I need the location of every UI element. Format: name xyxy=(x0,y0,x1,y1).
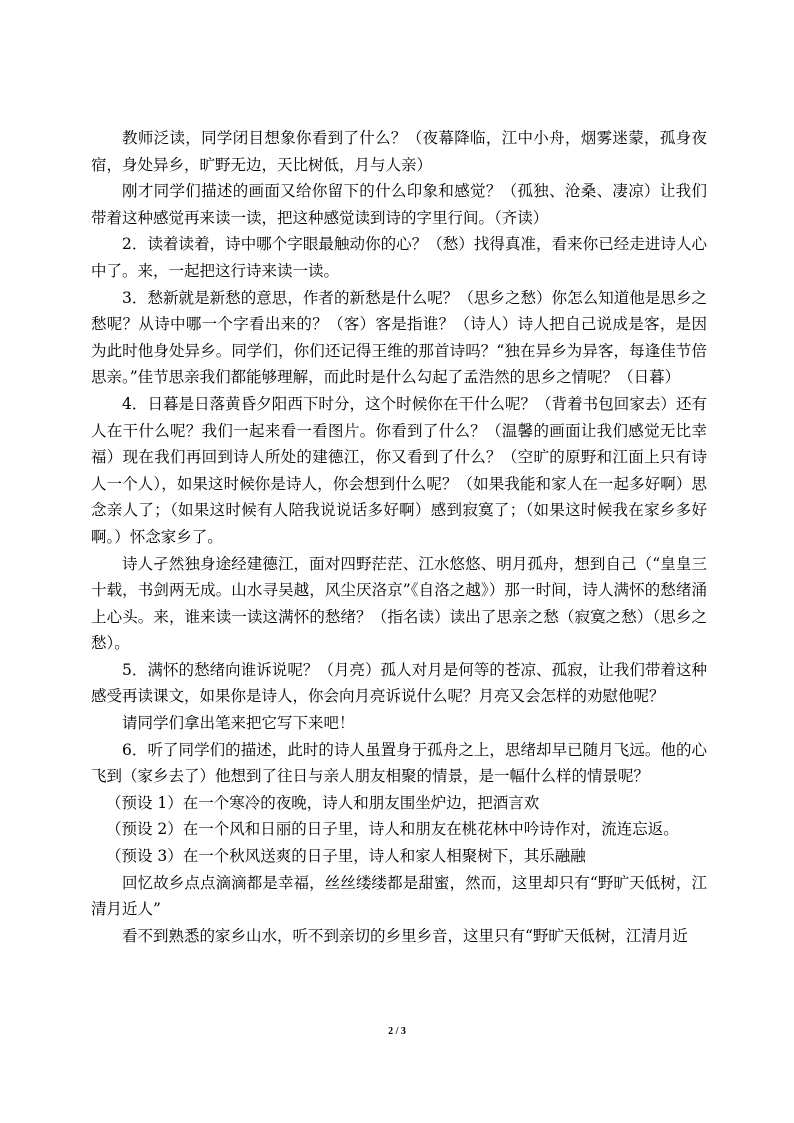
paragraph-step-3: 3．愁新就是新愁的意思，作者的新愁是什么呢？（思乡之愁）你怎么知道他是思乡之愁呢？从诗中哪一个字看出来的？（客）客是指谁？（诗人）诗人把自己说成是客，是因为此时他身处异乡。同学们，你们还记得王维的那首诗吗？“独在异乡为异客，每逢佳节倍思亲。”佳节思亲我们都能够理解，而此时是什么勾起了孟浩然的思乡之情呢？（日暮） xyxy=(91,288,707,387)
preset-item-3: （预设 3）在一个秋风送爽的日子里，诗人和家人相聚树下，其乐融融 xyxy=(106,847,586,866)
preset-item-2: （预设 2）在一个风和日丽的日子里，诗人和朋友在桃花林中吟诗作对，流连忘返。 xyxy=(106,820,679,839)
page-number: 2 / 3 xyxy=(388,1026,406,1037)
paragraph-impression: 刚才同学们描述的画面又给你留下的什么印象和感觉？（孤独、沧桑、凄凉）让我们带着这种感觉再来读一读，把这种感觉读到诗的字里行间。（齐读） xyxy=(91,182,707,227)
paragraph-teacher-reading: 教师泛读，同学闭目想象你看到了什么？（夜幕降临，江中小舟，烟雾迷蒙，孤身夜宿，身处异乡，旷野无边，天比树低，月与人亲） xyxy=(91,129,707,174)
paragraph-poet-alone: 诗人孑然独身途经建德江，面对四野茫茫、江水悠悠、明月孤舟，想到自己（“皇皇三十载，书剑两无成。山水寻吴越，风尘厌洛京”《自洛之越》）那一时间，诗人满怀的愁绪涌上心头。来，谁来读一读这满怀的愁绪？（指名读）读出了思亲之愁（寂寞之愁）（思乡之愁）。 xyxy=(91,554,707,653)
preset-item-1: （预设 1）在一个寒冷的夜晚，诗人和朋友围坐炉边，把酒言欢 xyxy=(106,793,540,812)
paragraph-memories: 回忆故乡点点滴滴都是幸福，丝丝缕缕都是甜蜜，然而，这里却只有“野旷天低树，江清月近人” xyxy=(91,873,707,919)
paragraph-unfamiliar: 看不到熟悉的家乡山水，听不到亲切的乡里乡音，这里只有“野旷天低树，江清月近 xyxy=(122,926,688,945)
paragraph-step-4: 4．日暮是日落黄昏夕阳西下时分，这个时候你在干什么呢？（背着书包回家去）还有人在干什么呢？我们一起来看一看图片。你看到了什么？（温馨的画面让我们感觉无比幸福）现在我们再回到诗人所处的建德江，你又看到了什么？（空旷的原野和江面上只有诗人一个人），如果这时候你是诗人，你会想到什么呢？（如果我能和家人在一起多好啊）思念亲人了；（如果这时候有人陪我说说话多好啊）感到寂寞了；（如果这时候我在家乡多好啊。）怀念家乡了。 xyxy=(91,394,707,546)
document-body xyxy=(91,125,707,949)
paragraph-step-2: 2．读着读着，诗中哪个字眼最触动你的心？（愁）找得真准，看来你已经走进诗人心中了。来，一起把这行诗来读一读。 xyxy=(91,235,707,280)
paragraph-step-6: 6．听了同学们的描述，此时的诗人虽置身于孤舟之上，思绪却早已随月飞远。他的心飞到（家乡去了）他想到了往日与亲人朋友相聚的情景，是一幅什么样的情景呢？ xyxy=(91,740,707,786)
paragraph-write-down: 请同学们拿出笔来把它写下来吧！ xyxy=(122,714,355,733)
paragraph-step-5: 5．满怀的愁绪向谁诉说呢？（月亮）孤人对月是何等的苍凉、孤寂，让我们带着这种感受再读课文，如果你是诗人，你会向月亮诉说什么呢？月亮又会怎样的劝慰他呢？ xyxy=(91,660,707,706)
